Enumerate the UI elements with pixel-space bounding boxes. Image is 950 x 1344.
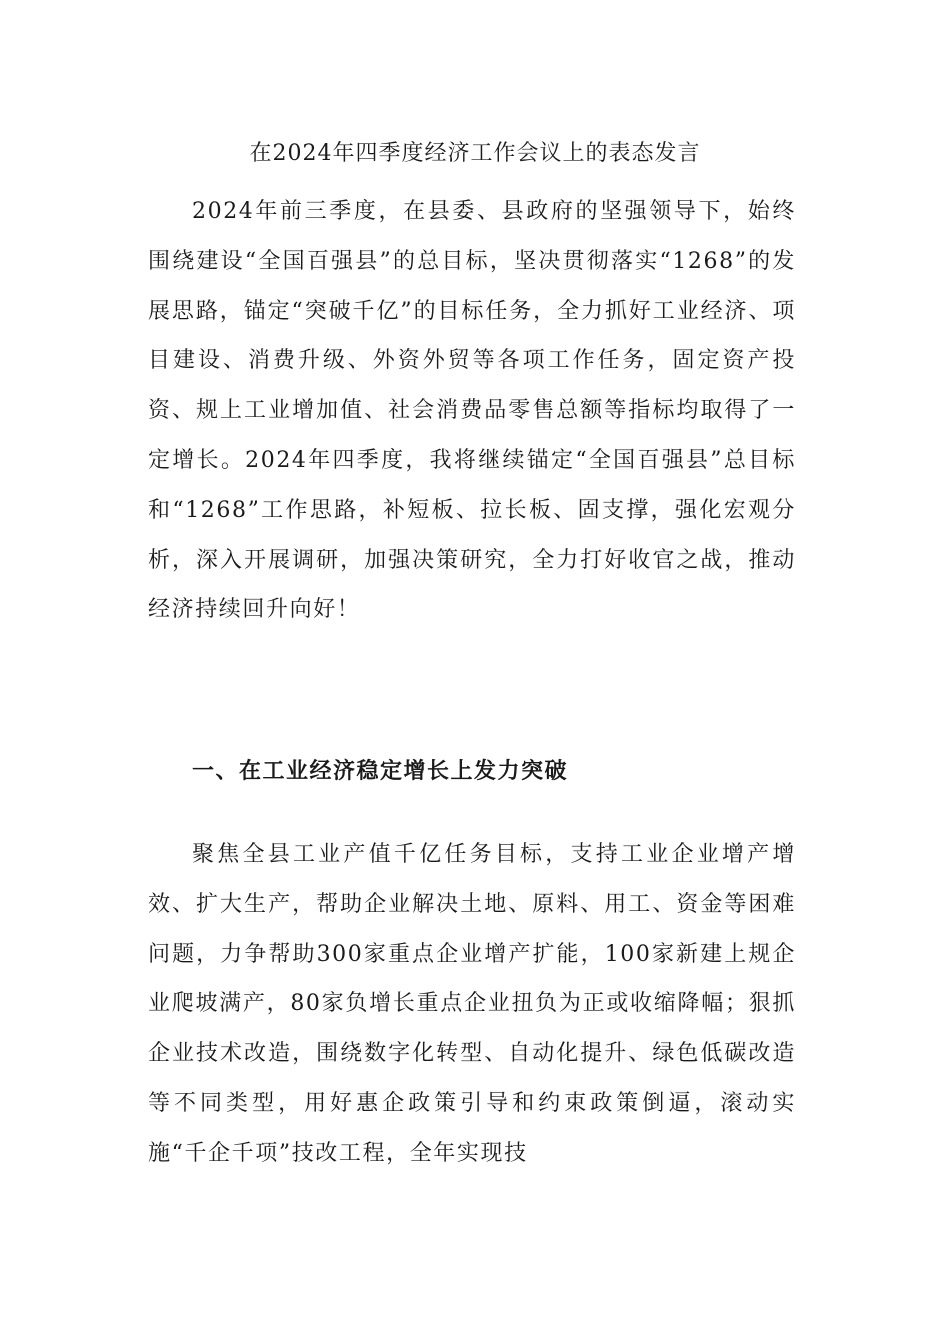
intro-paragraph: 2024年前三季度，在县委、县政府的坚强领导下，始终围绕建设“全国百强县”的总目标，坚决贯彻落实“1268”的发展思路，锚定“突破千亿”的目标任务，全力抓好工业经济、项目建设、消费升级、外资外贸等各项工作任务，固定资产投资、规上工业增加值、社会消费品零售总额等指标均取得了一定增长。2024年四季度，我将继续锚定“全国百强县”总目标和“1268”工作思路，补短板、拉长板、固支撑，强化宏观分析，深入开展调研，加强决策研究，全力打好收官之战，推动经济持续回升向好！ — [148, 199, 796, 623]
document-title: 在2024年四季度经济工作会议上的表态发言 — [249, 141, 701, 166]
section-1-heading: 一、在工业经济稳定增长上发力突破 — [192, 759, 569, 784]
section-1-paragraph: 聚焦全县工业产值千亿任务目标，支持工业企业增产增效、扩大生产，帮助企业解决土地、原料、用工、资金等困难问题，力争帮助300家重点企业增产扩能，100家新建上规企业爬坡满产，80家负增长重点企业扭负为正或收缩降幅；狠抓企业技术改造，围绕数字化转型、自动化提升、绿色低碳改造等不同类型，用好惠企政策引导和约束政策倒逼，滚动实施“千企千项”技改工程，全年实现技 — [148, 842, 796, 1166]
